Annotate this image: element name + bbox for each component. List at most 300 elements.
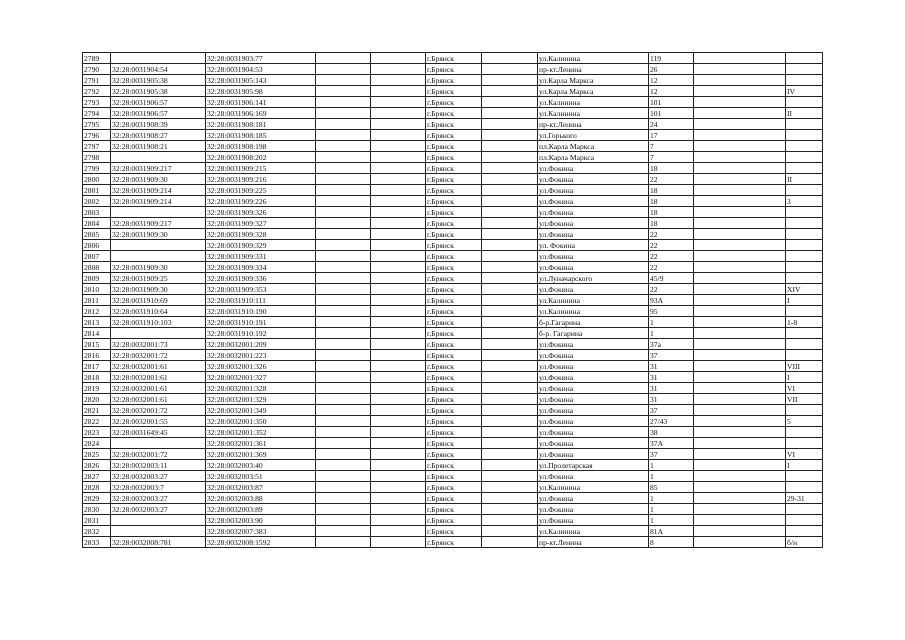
table-row	[83, 526, 823, 537]
cell-blank-col-a	[316, 218, 371, 229]
cell-street: ул.Фокина	[538, 361, 649, 372]
cell-row-number: 2818	[83, 372, 111, 383]
cell-street: ул.Калинина	[538, 306, 649, 317]
table-row	[83, 460, 823, 471]
cell-house-number: 37	[649, 449, 694, 460]
cell-blank-col-d	[694, 504, 786, 515]
cell-parent-cadastral-number: 32:28:0031904:54	[111, 64, 206, 75]
cell-premises: 5	[786, 416, 823, 427]
cell-blank-col-a	[316, 240, 371, 251]
cell-street: ул. Фокина	[538, 240, 649, 251]
cell-blank-col-d	[694, 438, 786, 449]
cell-parent-cadastral-number	[111, 240, 206, 251]
cell-blank-col-c	[482, 53, 538, 64]
table-row	[83, 416, 823, 427]
cell-street: ул.Фокина	[538, 394, 649, 405]
registry-table	[82, 52, 823, 548]
cell-blank-col-d	[694, 108, 786, 119]
cell-street: ул.Фокина	[538, 372, 649, 383]
cell-blank-col-c	[482, 405, 538, 416]
cell-blank-col-d	[694, 372, 786, 383]
cell-blank-col-b	[371, 383, 426, 394]
cell-blank-col-c	[482, 295, 538, 306]
cell-blank-col-c	[482, 504, 538, 515]
cell-cadastral-number: 32:28:0031909:331	[206, 251, 316, 262]
cell-blank-col-c	[482, 141, 538, 152]
cell-blank-col-a	[316, 97, 371, 108]
cell-premises	[786, 229, 823, 240]
cell-cadastral-number: 32:28:0031909:328	[206, 229, 316, 240]
cell-house-number: 101	[649, 97, 694, 108]
cell-blank-col-a	[316, 537, 371, 548]
cell-blank-col-c	[482, 273, 538, 284]
cell-street: ул.Пролетарская	[538, 460, 649, 471]
cell-parent-cadastral-number: 32:28:0032001:61	[111, 372, 206, 383]
cell-row-number: 2833	[83, 537, 111, 548]
cell-house-number: 38	[649, 427, 694, 438]
cell-parent-cadastral-number: 32:28:0031909:30	[111, 262, 206, 273]
cell-blank-col-a	[316, 284, 371, 295]
cell-blank-col-c	[482, 427, 538, 438]
cell-parent-cadastral-number: 32:28:0031908:39	[111, 119, 206, 130]
cell-street: ул.Карла Маркса	[538, 86, 649, 97]
cell-house-number: 1	[649, 471, 694, 482]
cell-street: ул.Фокина	[538, 262, 649, 273]
cell-blank-col-b	[371, 504, 426, 515]
cell-blank-col-a	[316, 273, 371, 284]
cell-blank-col-d	[694, 284, 786, 295]
cell-street: ул.Калинина	[538, 108, 649, 119]
cell-cadastral-number: 32:28:0032003:87	[206, 482, 316, 493]
table-row	[83, 504, 823, 515]
cell-street: ул.Фокина	[538, 427, 649, 438]
cell-blank-col-d	[694, 416, 786, 427]
cell-cadastral-number: 32:28:0031909:215	[206, 163, 316, 174]
cell-city: г.Брянск	[426, 152, 482, 163]
cell-cadastral-number: 32:28:0031908:198	[206, 141, 316, 152]
cell-cadastral-number: 32:28:0031905:143	[206, 75, 316, 86]
cell-cadastral-number: 32:28:0031909:327	[206, 218, 316, 229]
cell-city: г.Брянск	[426, 207, 482, 218]
cell-blank-col-a	[316, 152, 371, 163]
cell-row-number: 2815	[83, 339, 111, 350]
cell-parent-cadastral-number: 32:28:0031908:21	[111, 141, 206, 152]
cell-premises: 1-8	[786, 317, 823, 328]
cell-blank-col-b	[371, 218, 426, 229]
cell-blank-col-a	[316, 207, 371, 218]
cell-cadastral-number: 32:28:0032003:90	[206, 515, 316, 526]
cell-city: г.Брянск	[426, 119, 482, 130]
cell-premises: б/н	[786, 537, 823, 548]
cell-parent-cadastral-number: 32:28:0031909:217	[111, 163, 206, 174]
cell-city: г.Брянск	[426, 240, 482, 251]
cell-blank-col-c	[482, 493, 538, 504]
cell-house-number: 22	[649, 174, 694, 185]
cell-cadastral-number: 32:28:0032001:326	[206, 361, 316, 372]
cell-street: ул.Фокина	[538, 229, 649, 240]
cell-blank-col-a	[316, 53, 371, 64]
cell-blank-col-d	[694, 141, 786, 152]
cell-parent-cadastral-number: 32:28:0031910:69	[111, 295, 206, 306]
cell-blank-col-a	[316, 185, 371, 196]
cell-blank-col-c	[482, 240, 538, 251]
cell-row-number: 2821	[83, 405, 111, 416]
table-row	[83, 75, 823, 86]
cell-premises	[786, 185, 823, 196]
cell-house-number: 81А	[649, 526, 694, 537]
cell-blank-col-a	[316, 262, 371, 273]
cell-street: ул.Фокина	[538, 438, 649, 449]
cell-row-number: 2828	[83, 482, 111, 493]
cell-blank-col-d	[694, 53, 786, 64]
cell-house-number: 31	[649, 394, 694, 405]
cell-blank-col-b	[371, 108, 426, 119]
cell-premises	[786, 515, 823, 526]
cell-street: ул.Горького	[538, 130, 649, 141]
table-row	[83, 493, 823, 504]
cell-blank-col-d	[694, 526, 786, 537]
cell-blank-col-d	[694, 471, 786, 482]
cell-blank-col-d	[694, 460, 786, 471]
cell-parent-cadastral-number: 32:28:0032001:73	[111, 339, 206, 350]
cell-premises	[786, 141, 823, 152]
cell-blank-col-b	[371, 207, 426, 218]
cell-premises	[786, 526, 823, 537]
cell-parent-cadastral-number: 32:28:0031906:57	[111, 97, 206, 108]
cell-blank-col-d	[694, 339, 786, 350]
cell-premises	[786, 306, 823, 317]
cell-house-number: 37А	[649, 438, 694, 449]
cell-row-number: 2804	[83, 218, 111, 229]
cell-blank-col-b	[371, 273, 426, 284]
cell-parent-cadastral-number: 32:28:0031906:57	[111, 108, 206, 119]
cell-parent-cadastral-number: 32:28:0031905:38	[111, 75, 206, 86]
cell-blank-col-a	[316, 306, 371, 317]
cell-blank-col-a	[316, 350, 371, 361]
table-row	[83, 295, 823, 306]
cell-blank-col-a	[316, 372, 371, 383]
cell-parent-cadastral-number: 32:28:0032001:72	[111, 449, 206, 460]
cell-row-number: 2813	[83, 317, 111, 328]
cell-city: г.Брянск	[426, 339, 482, 350]
cell-parent-cadastral-number	[111, 438, 206, 449]
table-row	[83, 53, 823, 64]
cell-blank-col-c	[482, 482, 538, 493]
cell-house-number: 45/9	[649, 273, 694, 284]
cell-blank-col-d	[694, 361, 786, 372]
cell-street: ул.Фокина	[538, 196, 649, 207]
cell-blank-col-d	[694, 163, 786, 174]
cell-premises	[786, 53, 823, 64]
cell-street: ул.Калинина	[538, 295, 649, 306]
cell-blank-col-d	[694, 86, 786, 97]
cell-blank-col-c	[482, 86, 538, 97]
cell-blank-col-c	[482, 218, 538, 229]
cell-house-number: 22	[649, 229, 694, 240]
cell-parent-cadastral-number: 32:28:0032001:55	[111, 416, 206, 427]
cell-blank-col-a	[316, 504, 371, 515]
table-row	[83, 240, 823, 251]
table-row	[83, 229, 823, 240]
cell-blank-col-a	[316, 229, 371, 240]
cell-premises	[786, 130, 823, 141]
cell-blank-col-a	[316, 515, 371, 526]
cell-blank-col-d	[694, 537, 786, 548]
cell-blank-col-c	[482, 471, 538, 482]
table-row	[83, 284, 823, 295]
table-row	[83, 251, 823, 262]
cell-city: г.Брянск	[426, 361, 482, 372]
cell-blank-col-b	[371, 152, 426, 163]
cell-city: г.Брянск	[426, 317, 482, 328]
cell-house-number: 31	[649, 383, 694, 394]
cell-cadastral-number: 32:28:0032001:327	[206, 372, 316, 383]
cell-parent-cadastral-number: 32:28:0032003:27	[111, 493, 206, 504]
cell-parent-cadastral-number: 32:28:0031910:64	[111, 306, 206, 317]
cell-blank-col-c	[482, 163, 538, 174]
cell-blank-col-c	[482, 185, 538, 196]
cell-city: г.Брянск	[426, 64, 482, 75]
cell-street: ул.Фокина	[538, 185, 649, 196]
cell-city: г.Брянск	[426, 141, 482, 152]
cell-premises: 3	[786, 196, 823, 207]
cell-blank-col-c	[482, 460, 538, 471]
cell-cadastral-number: 32:28:0031909:226	[206, 196, 316, 207]
cell-parent-cadastral-number: 32:28:0031909:217	[111, 218, 206, 229]
cell-blank-col-b	[371, 284, 426, 295]
cell-row-number: 2812	[83, 306, 111, 317]
cell-house-number: 12	[649, 86, 694, 97]
cell-premises	[786, 273, 823, 284]
cell-row-number: 2801	[83, 185, 111, 196]
cell-blank-col-b	[371, 328, 426, 339]
cell-row-number: 2805	[83, 229, 111, 240]
cell-parent-cadastral-number: 32:28:0032008:781	[111, 537, 206, 548]
cell-row-number: 2789	[83, 53, 111, 64]
cell-premises	[786, 64, 823, 75]
cell-blank-col-b	[371, 482, 426, 493]
cell-house-number: 24	[649, 119, 694, 130]
cell-cadastral-number: 32:28:0032001:349	[206, 405, 316, 416]
cell-cadastral-number: 32:28:0032001:352	[206, 427, 316, 438]
table-row	[83, 108, 823, 119]
cell-blank-col-c	[482, 130, 538, 141]
cell-house-number: 18	[649, 218, 694, 229]
cell-city: г.Брянск	[426, 350, 482, 361]
cell-street: ул.Луначарского	[538, 273, 649, 284]
cell-street: пр-кт.Ленина	[538, 64, 649, 75]
cell-city: г.Брянск	[426, 372, 482, 383]
cell-blank-col-a	[316, 317, 371, 328]
cell-cadastral-number: 32:28:0031909:225	[206, 185, 316, 196]
cell-cadastral-number: 32:28:0031909:329	[206, 240, 316, 251]
table-row	[83, 218, 823, 229]
cell-blank-col-c	[482, 108, 538, 119]
cell-parent-cadastral-number: 32:28:0031909:214	[111, 196, 206, 207]
cell-house-number: 22	[649, 240, 694, 251]
cell-parent-cadastral-number: 32:28:0031909:30	[111, 229, 206, 240]
cell-blank-col-b	[371, 119, 426, 130]
cell-house-number: 22	[649, 251, 694, 262]
cell-parent-cadastral-number: 32:28:0032001:61	[111, 383, 206, 394]
cell-blank-col-b	[371, 317, 426, 328]
table-row	[83, 130, 823, 141]
cell-cadastral-number: 32:28:0031909:353	[206, 284, 316, 295]
cell-blank-col-a	[316, 438, 371, 449]
table-row	[83, 317, 823, 328]
cell-blank-col-a	[316, 141, 371, 152]
cell-blank-col-c	[482, 207, 538, 218]
cell-parent-cadastral-number: 32:28:0031909:214	[111, 185, 206, 196]
cell-blank-col-c	[482, 97, 538, 108]
cell-blank-col-d	[694, 229, 786, 240]
cell-street: ул.Фокина	[538, 449, 649, 460]
cell-house-number: 119	[649, 53, 694, 64]
cell-row-number: 2823	[83, 427, 111, 438]
cell-blank-col-c	[482, 361, 538, 372]
cell-house-number: 1	[649, 317, 694, 328]
cell-parent-cadastral-number: 32:28:0031909:30	[111, 174, 206, 185]
cell-row-number: 2810	[83, 284, 111, 295]
cell-row-number: 2829	[83, 493, 111, 504]
cell-city: г.Брянск	[426, 471, 482, 482]
cell-premises	[786, 218, 823, 229]
cell-blank-col-d	[694, 306, 786, 317]
cell-house-number: 1	[649, 515, 694, 526]
cell-parent-cadastral-number: 32:28:0032001:61	[111, 394, 206, 405]
cell-row-number: 2793	[83, 97, 111, 108]
cell-premises	[786, 262, 823, 273]
cell-blank-col-b	[371, 174, 426, 185]
cell-premises	[786, 251, 823, 262]
cell-blank-col-c	[482, 119, 538, 130]
cell-blank-col-d	[694, 185, 786, 196]
cell-blank-col-c	[482, 328, 538, 339]
table-row	[83, 163, 823, 174]
cell-premises	[786, 438, 823, 449]
cell-row-number: 2814	[83, 328, 111, 339]
cell-street: б-р. Гагарина	[538, 328, 649, 339]
cell-blank-col-b	[371, 229, 426, 240]
cell-cadastral-number: 32:28:0032001:350	[206, 416, 316, 427]
cell-house-number: 95	[649, 306, 694, 317]
cell-blank-col-b	[371, 372, 426, 383]
cell-blank-col-b	[371, 416, 426, 427]
cell-city: г.Брянск	[426, 218, 482, 229]
cell-blank-col-b	[371, 185, 426, 196]
cell-blank-col-a	[316, 75, 371, 86]
cell-premises: I	[786, 372, 823, 383]
cell-house-number: 31	[649, 361, 694, 372]
cell-parent-cadastral-number: 32:28:0031905:38	[111, 86, 206, 97]
cell-cadastral-number: 32:28:0031903:77	[206, 53, 316, 64]
cell-house-number: 31	[649, 372, 694, 383]
table-row	[83, 306, 823, 317]
cell-city: г.Брянск	[426, 174, 482, 185]
cell-row-number: 2808	[83, 262, 111, 273]
cell-street: пр-кт.Ленина	[538, 537, 649, 548]
cell-blank-col-d	[694, 493, 786, 504]
cell-parent-cadastral-number: 32:28:0031908:27	[111, 130, 206, 141]
cell-premises	[786, 328, 823, 339]
cell-street: ул.Фокина	[538, 207, 649, 218]
cell-blank-col-a	[316, 174, 371, 185]
cell-blank-col-b	[371, 471, 426, 482]
cell-street: ул.Калинина	[538, 97, 649, 108]
cell-street: ул.Фокина	[538, 405, 649, 416]
cell-blank-col-b	[371, 86, 426, 97]
cell-blank-col-c	[482, 262, 538, 273]
cell-blank-col-d	[694, 251, 786, 262]
cell-cadastral-number: 32:28:0032001:361	[206, 438, 316, 449]
cell-blank-col-b	[371, 460, 426, 471]
cell-blank-col-b	[371, 163, 426, 174]
table-row	[83, 262, 823, 273]
cell-row-number: 2795	[83, 119, 111, 130]
cell-blank-col-a	[316, 64, 371, 75]
cell-blank-col-c	[482, 284, 538, 295]
cell-city: г.Брянск	[426, 295, 482, 306]
cell-blank-col-a	[316, 471, 371, 482]
cell-blank-col-a	[316, 251, 371, 262]
cell-cadastral-number: 32:28:0031908:181	[206, 119, 316, 130]
cell-house-number: 22	[649, 262, 694, 273]
cell-row-number: 2809	[83, 273, 111, 284]
cell-street: ул.Калинина	[538, 526, 649, 537]
cell-row-number: 2799	[83, 163, 111, 174]
cell-house-number: 18	[649, 185, 694, 196]
cell-blank-col-b	[371, 405, 426, 416]
cell-premises	[786, 163, 823, 174]
cell-city: г.Брянск	[426, 75, 482, 86]
cell-premises	[786, 405, 823, 416]
cell-blank-col-c	[482, 350, 538, 361]
cell-city: г.Брянск	[426, 405, 482, 416]
table-row	[83, 372, 823, 383]
cell-blank-col-d	[694, 317, 786, 328]
cell-row-number: 2798	[83, 152, 111, 163]
cell-blank-col-d	[694, 97, 786, 108]
cell-premises: VIII	[786, 361, 823, 372]
cell-blank-col-b	[371, 141, 426, 152]
cell-row-number: 2816	[83, 350, 111, 361]
table-row	[83, 273, 823, 284]
cell-city: г.Брянск	[426, 460, 482, 471]
cell-blank-col-c	[482, 75, 538, 86]
cell-house-number: 1	[649, 504, 694, 515]
cell-blank-col-b	[371, 53, 426, 64]
cell-blank-col-d	[694, 482, 786, 493]
cell-house-number: 1	[649, 493, 694, 504]
cell-blank-col-d	[694, 262, 786, 273]
cell-cadastral-number: 32:28:0032001:369	[206, 449, 316, 460]
cell-blank-col-d	[694, 196, 786, 207]
cell-premises: XIV	[786, 284, 823, 295]
table-body	[83, 53, 823, 548]
cell-parent-cadastral-number	[111, 53, 206, 64]
table-row	[83, 152, 823, 163]
cell-house-number: 27/43	[649, 416, 694, 427]
cell-blank-col-c	[482, 537, 538, 548]
cell-blank-col-c	[482, 317, 538, 328]
cell-premises	[786, 152, 823, 163]
cell-blank-col-b	[371, 515, 426, 526]
cell-house-number: 18	[649, 196, 694, 207]
table-row	[83, 515, 823, 526]
cell-house-number: 37	[649, 350, 694, 361]
table-row	[83, 449, 823, 460]
cell-street: б-р.Гагарина	[538, 317, 649, 328]
